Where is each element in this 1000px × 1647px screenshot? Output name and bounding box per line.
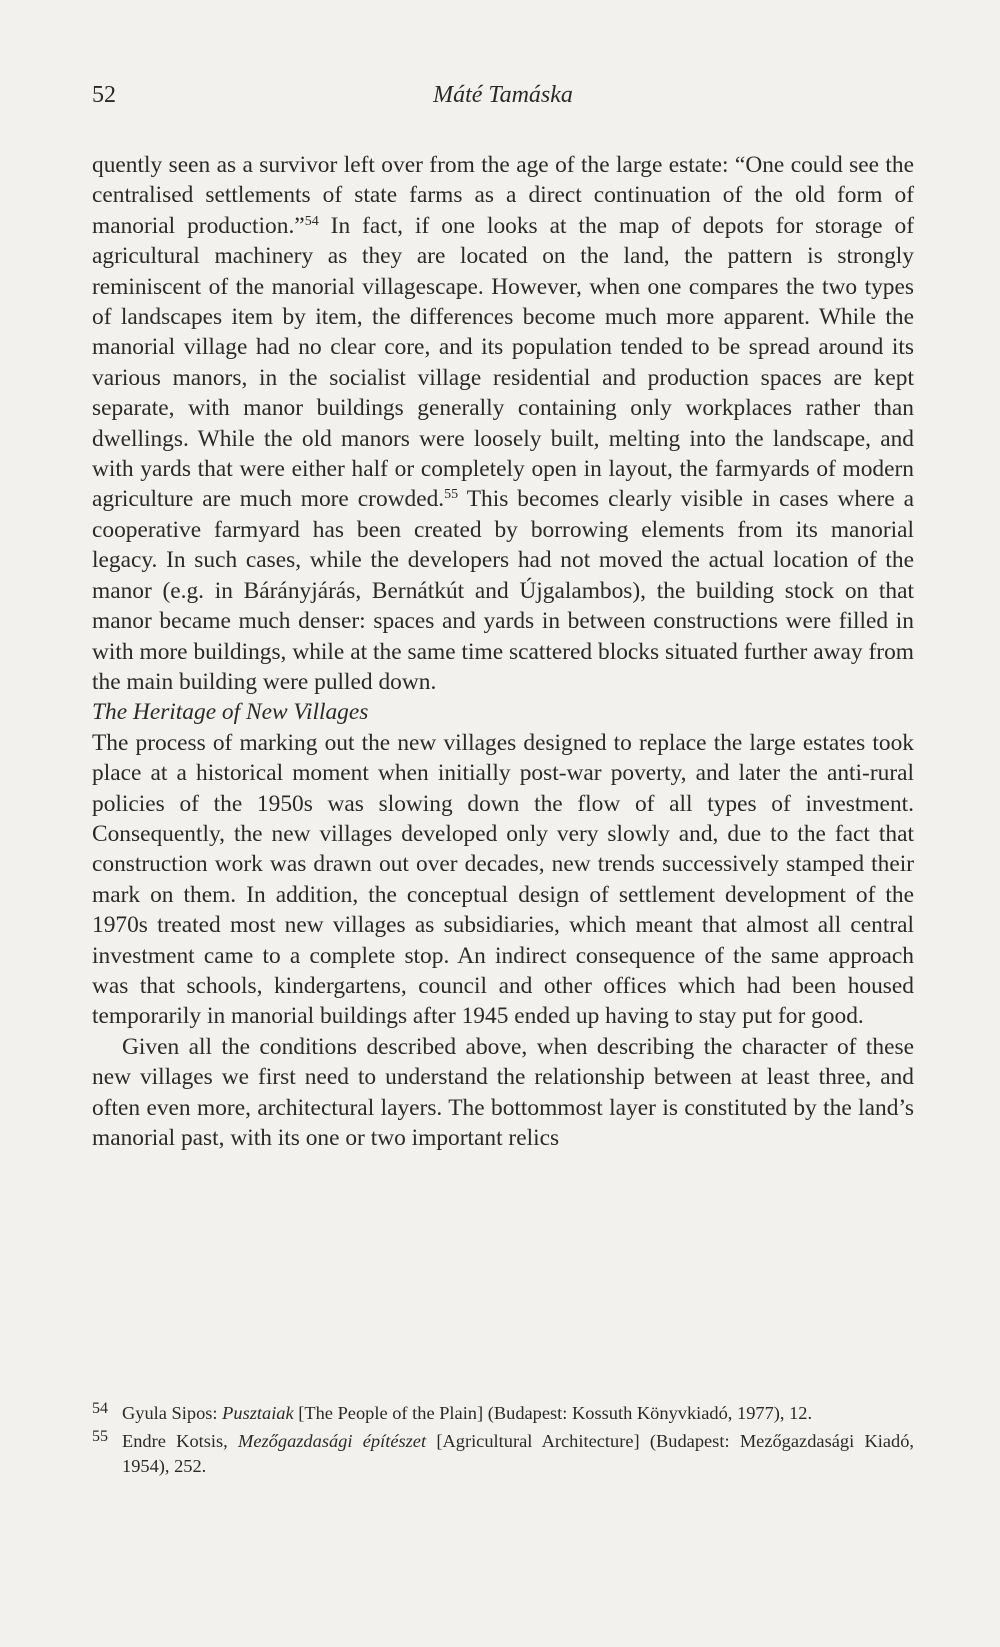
- footnote-text: Gyula Sipos:: [122, 1403, 223, 1423]
- paragraph-1: [92, 150, 914, 697]
- page-number: 52: [92, 82, 116, 108]
- footnote-work-title: Pusztaiak: [222, 1403, 294, 1423]
- footnote-ref-55: 55: [444, 487, 459, 503]
- footnote-54: [92, 1401, 914, 1427]
- section-heading: The Heritage of New Villages: [92, 699, 369, 726]
- paragraph-3: Given all the conditions described above, when describing the character of these new villages we first need to understand the relationship between at least three, and often even more, architectural layers. The bottommost layer is constituted by the land’s manorial past, with its one or two important relics: [92, 1033, 914, 1151]
- paragraph-1-text-c: This becomes clearly visible in cases where a cooperative farmyard has been created by borrowing elements from its manorial legacy. In such cases, while the developers had not moved the actual location of the manor (e.g. in Bárányjárás, Bernátkút and Újgalambos), the building stock on that manor became much denser: spaces and yards in between constructions were filled in with more buildings, while at the same time scattered blocks situated further away from the main building were pulled down.: [92, 486, 914, 695]
- footnote-work-title: Mezőgazdasági építészet: [238, 1430, 427, 1451]
- footnote-number: 55: [92, 1427, 108, 1445]
- footnote-text: [Agricultural Architecture] (Budapest: Mezőgazdasági Kiadó, 1954), 252.: [122, 1430, 914, 1477]
- main-text: [92, 150, 914, 1153]
- footnote-55: [92, 1429, 914, 1480]
- paragraph-2: The process of marking out the new villages designed to replace the large estates took place at a historical moment when initially post-war poverty, and later the anti-rural policies of the 1950s was slowing down the flow of all types of investment. Consequently, the new villages developed only very slowly and, due to the fact that construction work was drawn out over decades, new trends successively stamped their mark on them. In addition, the conceptual design of settlement development of the 1970s treated most new villages as subsidiaries, which meant that almost all central investment came to a complete stop. An indirect consequence of the same approach was that schools, kindergartens, council and other offices which had been housed temporarily in manorial buildings after 1945 ended up having to stay put for good.: [92, 729, 914, 1030]
- footnotes: [92, 1401, 914, 1482]
- running-head-author: Máté Tamáska: [433, 82, 573, 108]
- footnote-ref-54: 54: [304, 213, 319, 229]
- paragraph-1-text-a: quently seen as a survivor left over from the age of the large estate: “One could see the centralised settlements of state farms as a direct continuation of the old form of manorial production.”: [92, 152, 914, 239]
- footnote-text: [The People of the Plain] (Budapest: Kossuth Könyvkiadó, 1977), 12.: [293, 1403, 813, 1423]
- paragraph-1-text-b: In fact, if one looks at the map of depots for storage of agricultural machinery as they are located on the land, the pattern is strongly reminiscent of the manorial villagescape. However, when one compares the two types of landscapes item by item, the differences become much more apparent. While the manorial village had no clear core, and its population tended to be spread around its various manors, in the socialist village residential and production spaces are kept separate, with manor buildings generally containing only workplaces rather than dwellings. While the old manors were loosely built, melting into the landscape, and with yards that were either half or completely open in layout, the farmyards of modern agriculture are much more crowded.: [92, 212, 914, 513]
- footnote-text: Endre Kotsis,: [122, 1430, 239, 1451]
- footnote-number: 54: [92, 1400, 108, 1417]
- page-header: [92, 82, 914, 122]
